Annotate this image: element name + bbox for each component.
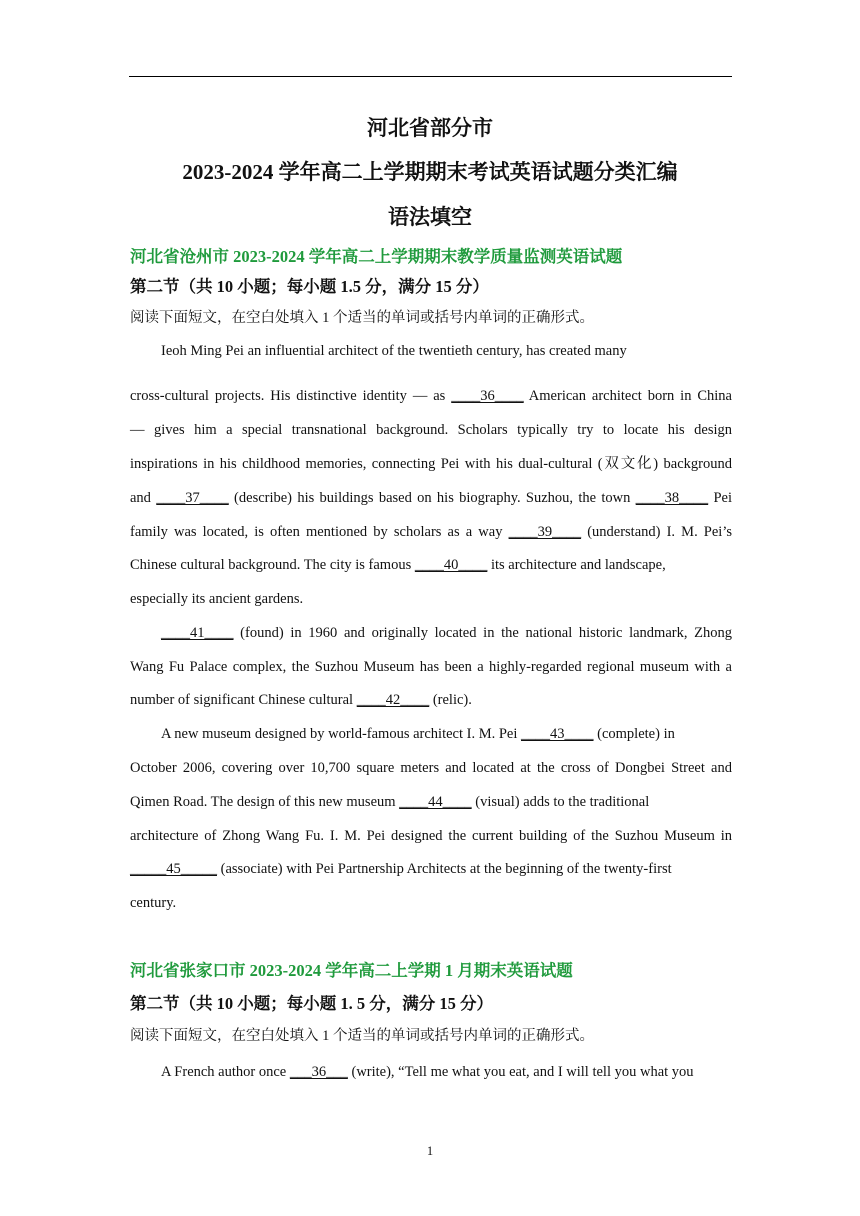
blank-42[interactable]: ____42____: [356, 692, 430, 708]
passage1-line: and ____37____ (describe) his buildings based on his biography. Suzhou, the town ____38____ Pei: [130, 490, 733, 506]
blank-44[interactable]: ____44____: [399, 794, 472, 810]
passage1-line: number of significant Chinese cultural ____42____ (relic).: [130, 692, 472, 708]
passage1-line: _____45_____ (associate) with Pei Partnership Architects at the beginning of the twenty-first: [130, 861, 672, 877]
passage1-line: inspirations in his childhood memories, connecting Pei with his dual-cultural (双文化) background: [130, 456, 732, 472]
title-topic: 语法填空: [388, 205, 472, 229]
blank-41[interactable]: ____41____: [161, 625, 234, 641]
section1-part-heading: 第二节（共 10 小题；每小题 1.5 分，满分 15 分）: [130, 277, 489, 296]
title-main: 2023-2024 学年高二上学期期末考试英语试题分类汇编: [182, 160, 678, 184]
header-rule: [129, 76, 732, 77]
section1-instruction: 阅读下面短文，在空白处填入 1 个适当的单词或括号内单词的正确形式。: [130, 310, 594, 326]
blank-37[interactable]: ____37____: [156, 490, 229, 506]
passage1-line: — gives him a special transnational background. Scholars typically try to locate his design: [130, 422, 732, 438]
section2-title: 河北省张家口市 2023-2024 学年高二上学期 1 月期末英语试题: [130, 961, 573, 980]
title-province: 河北省部分市: [367, 116, 493, 140]
passage1-line: ____41____ (found) in 1960 and originally located in the national historic landmark, Zhong: [161, 625, 732, 641]
blank-39[interactable]: ____39____: [508, 524, 582, 540]
passage1-line: Qimen Road. The design of this new museum ____44____ (visual) adds to the traditional: [130, 794, 650, 810]
passage2-line: A French author once ___36___ (write), “Tell me what you eat, and I will tell you what you: [161, 1064, 694, 1080]
blank-36[interactable]: ____36____: [451, 388, 524, 404]
passage1-line: Chinese cultural background. The city is famous ____40____ its architecture and landscape,: [130, 557, 666, 573]
blank-38[interactable]: ____38____: [635, 490, 709, 506]
passage1-line: architecture of Zhong Wang Fu. I. M. Pei designed the current building of the Suzhou Museum in: [130, 828, 732, 844]
passage1-line: Wang Fu Palace complex, the Suzhou Museum has been a highly-regarded regional museum with a: [130, 659, 732, 675]
passage1-line: cross-cultural projects. His distinctive identity — as ____36____ American architect born in China: [130, 388, 732, 404]
blank-40[interactable]: ____40____: [414, 557, 488, 573]
blank-36-section2[interactable]: ___36___: [289, 1064, 348, 1080]
passage1-line: A new museum designed by world-famous architect I. M. Pei ____43____ (complete) in: [161, 726, 675, 742]
section2-instruction: 阅读下面短文，在空白处填入 1 个适当的单词或括号内单词的正确形式。: [130, 1028, 594, 1044]
passage1-line: century.: [130, 895, 177, 911]
passage1-line: October 2006, covering over 10,700 square meters and located at the cross of Dongbei Street and: [130, 760, 732, 776]
section2-part-heading: 第二节（共 10 小题；每小题 1. 5 分，满分 15 分）: [130, 994, 493, 1013]
blank-45[interactable]: _____45_____: [130, 861, 217, 877]
section1-title: 河北省沧州市 2023-2024 学年高二上学期期末教学质量监测英语试题: [130, 247, 623, 266]
passage1-line: especially its ancient gardens.: [130, 591, 304, 607]
passage1-line: family was located, is often mentioned by scholars as a way ____39____ (understand) I. M. Pei’s: [130, 524, 733, 540]
passage1-line: Ieoh Ming Pei an influential architect of the twentieth century, has created many: [161, 343, 627, 359]
blank-43[interactable]: ____43____: [521, 726, 594, 742]
page-number: 1: [426, 1144, 434, 1158]
